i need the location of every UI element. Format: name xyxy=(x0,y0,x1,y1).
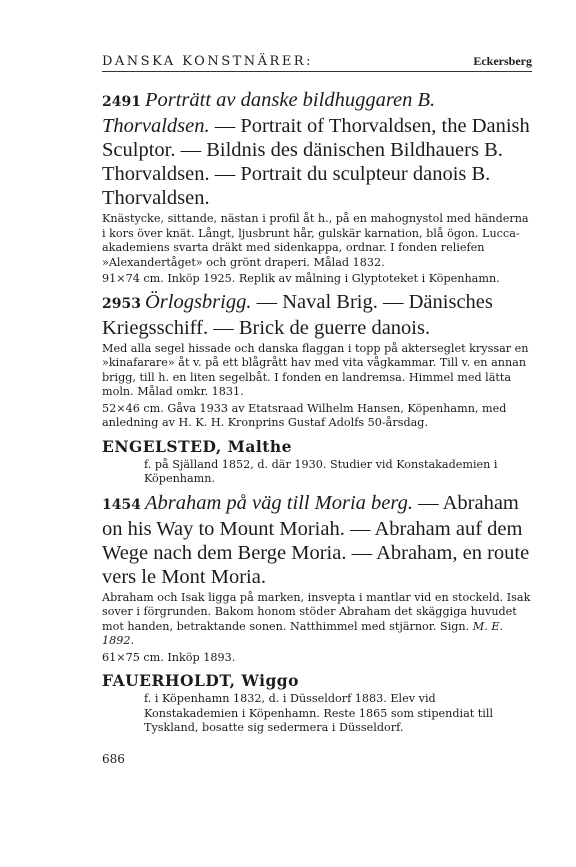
entry-title: Porträtt av danske bildhuggaren B. Thorvaldsen. xyxy=(102,89,436,137)
entry-meta: 91×74 cm. Inköp 1925. Replik av målning i Glyptoteket i Köpenhamn. xyxy=(102,272,500,285)
description-text: Abraham och Isak ligga på marken, insvepta i mantlar vid en stockeld. Isak sover i förgrunden. Bakom honom stöder Abraham det skäggiga huvudet mot handen, betraktande sonen. Natthimmel med stjärnor. Sign. xyxy=(102,590,531,633)
entry-title-block xyxy=(102,88,532,210)
artist-bio: f. i Köpenhamn 1832, d. i Düsseldorf 1883. Elev vid Konstakademien i Köpenhamn. Reste 1865 som stipendiat till Tyskland, bosatte sig sedermera i Düsseldorf. xyxy=(144,692,494,734)
catalogue-number: 2953 xyxy=(102,295,141,312)
entry-title: Örlogsbrigg. xyxy=(144,290,252,313)
artist-name: FAUERHOLDT, Wiggo xyxy=(102,671,299,690)
running-header xyxy=(102,54,532,72)
page-number: 686 xyxy=(102,752,125,766)
catalogue-entry xyxy=(102,290,532,431)
artist-bio: f. på Själland 1852, d. där 1930. Studier vid Konstakademien i Köpenhamn. xyxy=(144,457,498,485)
entry-title-block xyxy=(102,290,532,340)
catalogue-entry xyxy=(102,491,532,666)
entry-meta: 61×75 cm. Inköp 1893. xyxy=(102,650,236,664)
page xyxy=(102,54,532,740)
entry-translations: — Abraham on his Way to Mount Moriah. — Abraham auf dem Wege nach dem Berge Moria. — Abraham, en route vers le Mont Moria. xyxy=(102,491,530,588)
catalogue-number: 2491 xyxy=(102,94,141,110)
artist-name: ENGELSTED, Malthe xyxy=(102,436,293,456)
entry-description xyxy=(102,591,532,649)
catalogue-entry xyxy=(102,88,532,287)
section-heading: DANSKA KONSTNÄRER: xyxy=(102,54,313,69)
entry-title-block xyxy=(102,491,532,589)
entry-description: Knästycke, sittande, nästan i profil åt h., på en mahognystol med händerna i kors över knät. Långt, ljusbrunt hår, gulskär karnation, blå ögon. Lucca-akademiens svarta dräkt med sidenkappa, ordnar. I fonden reliefen »Alexandertåget» och grönt draperi. Målad 1832. xyxy=(102,212,529,269)
entry-translations: — Naval Brig. — Dänisches Kriegsschiff. — Brick de guerre danois. xyxy=(102,290,493,339)
entry-description: Med alla segel hissade och danska flaggan i topp på akterseglet kryssar en »kinafarare» åt v. på ett blågrått hav med vita vågkammar. Till v. en annan brigg, till h. en liten segelbåt. I fonden en landremsa. Himmel med lätta moln. Målad omkr. 1831. xyxy=(102,341,529,398)
catalogue-number: 1454 xyxy=(102,496,141,513)
entry-meta: 52×46 cm. Gåva 1933 av Etatsraad Wilhelm Hansen, Köpenhamn, med anledning av H. K. H. Kronprins Gustaf Adolfs 50-årsdag. xyxy=(102,401,507,429)
entry-title: Abraham på väg till Moria berg. xyxy=(144,491,413,514)
signature: M. E. 1892. xyxy=(102,619,504,647)
entry-translations: — Portrait of Thorvaldsen, the Danish Sculptor. — Bildnis des dänischen Bildhauers B. Thorvaldsen. — Portrait du sculpteur danois B. Thorvaldsen. xyxy=(102,115,530,209)
artist-running-head: Eckersberg xyxy=(473,54,532,68)
